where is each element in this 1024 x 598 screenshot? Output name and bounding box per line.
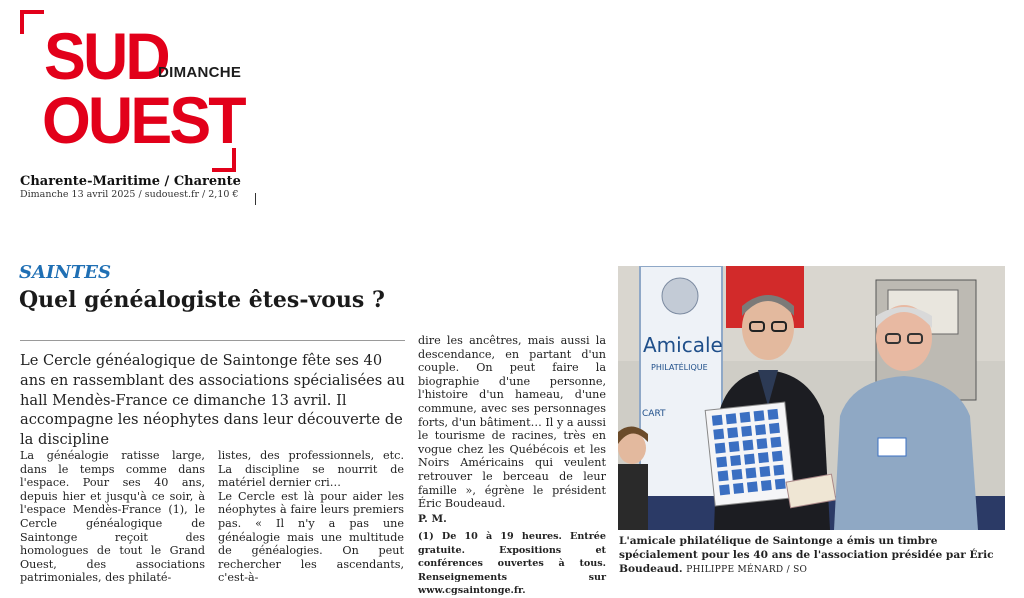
- banner-text: Amicale: [643, 333, 723, 357]
- body-paragraph: Le Cercle est là pour aider les néophytes à faire leurs premiers pas. « Il n'y a pas une généalogie mais une multitude de généalogies. On peut rechercher les ascendants, c'est-à-: [218, 489, 404, 585]
- logo-ouest: OUEST: [42, 83, 244, 157]
- photo-illustration: [618, 266, 1005, 530]
- article-lead: Le Cercle généalogique de Saintonge fête ses 40 ans en rassemblant des associations spécialisées au hall Mendès-France ce dimanche 13 avril. Il accompagne les néophytes dans leur découverte de la discipline: [20, 352, 405, 449]
- body-column-2: [218, 449, 404, 585]
- text-cursor: [255, 193, 256, 205]
- logo-sud: SUD: [44, 19, 168, 93]
- body-paragraph: dire les ancêtres, mais aussi la descendance, en partant d'un couple. On peut faire la biographie d'une personne, l'histoire d'un hameau, d'une commune, avec ses personnages forts, d'un bâtiment… Il y a aussi le tourisme de racines, très en vogue chez les Québécois et les Noirs Américains qui veulent retrouver le berceau de leur famille », égrène le président Éric Boudeaud.: [418, 334, 606, 511]
- logo-bracket-bottom-right: [212, 148, 236, 172]
- body-column-3: [418, 334, 606, 598]
- photo-caption: [619, 534, 1009, 577]
- article-photo: [618, 266, 1005, 530]
- banner-subtext-2: CART: [642, 409, 666, 419]
- edition-label: Charente-Maritime / Charente: [20, 174, 241, 189]
- dateline: Dimanche 13 avril 2025 / sudouest.fr / 2,10 €: [20, 189, 239, 200]
- body-column-1: [20, 449, 205, 585]
- author-signature: P. M.: [418, 512, 447, 525]
- body-paragraph: La généalogie ratisse large, dans le temps comme dans l'espace. Pour ses 40 ans, depuis hier et jusqu'à ce soir, à l'espace Mendès-France (1), le Cercle généalogique de Saintonge reçoit des homologues de tout le Grand Ouest, des associations patrimoniales, des philaté-: [20, 449, 205, 585]
- logo-bracket-top-left: [20, 10, 44, 34]
- article-headline: Quel généalogiste êtes-vous ?: [19, 287, 385, 313]
- caption-text: L'amicale philatélique de Saintonge a émis un timbre spécialement pour les 40 ans de l'association présidée par Éric Boudeaud.: [619, 535, 994, 575]
- practical-info: (1) De 10 à 19 heures. Entrée gratuite. Expositions et conférences ouvertes à tous. Renseignements sur www.cgsaintonge.fr.: [418, 531, 606, 597]
- logo-dimanche: DIMANCHE: [158, 64, 242, 81]
- divider-rule: [20, 340, 405, 341]
- photo-credit: PHILIPPE MÉNARD / SO: [686, 565, 808, 575]
- banner-subtext: PHILATÉLIQUE: [651, 363, 708, 372]
- body-paragraph: listes, des professionnels, etc. La discipline se nourrit de matériel dernier cri…: [218, 449, 404, 490]
- article-kicker: SAINTES: [19, 262, 111, 283]
